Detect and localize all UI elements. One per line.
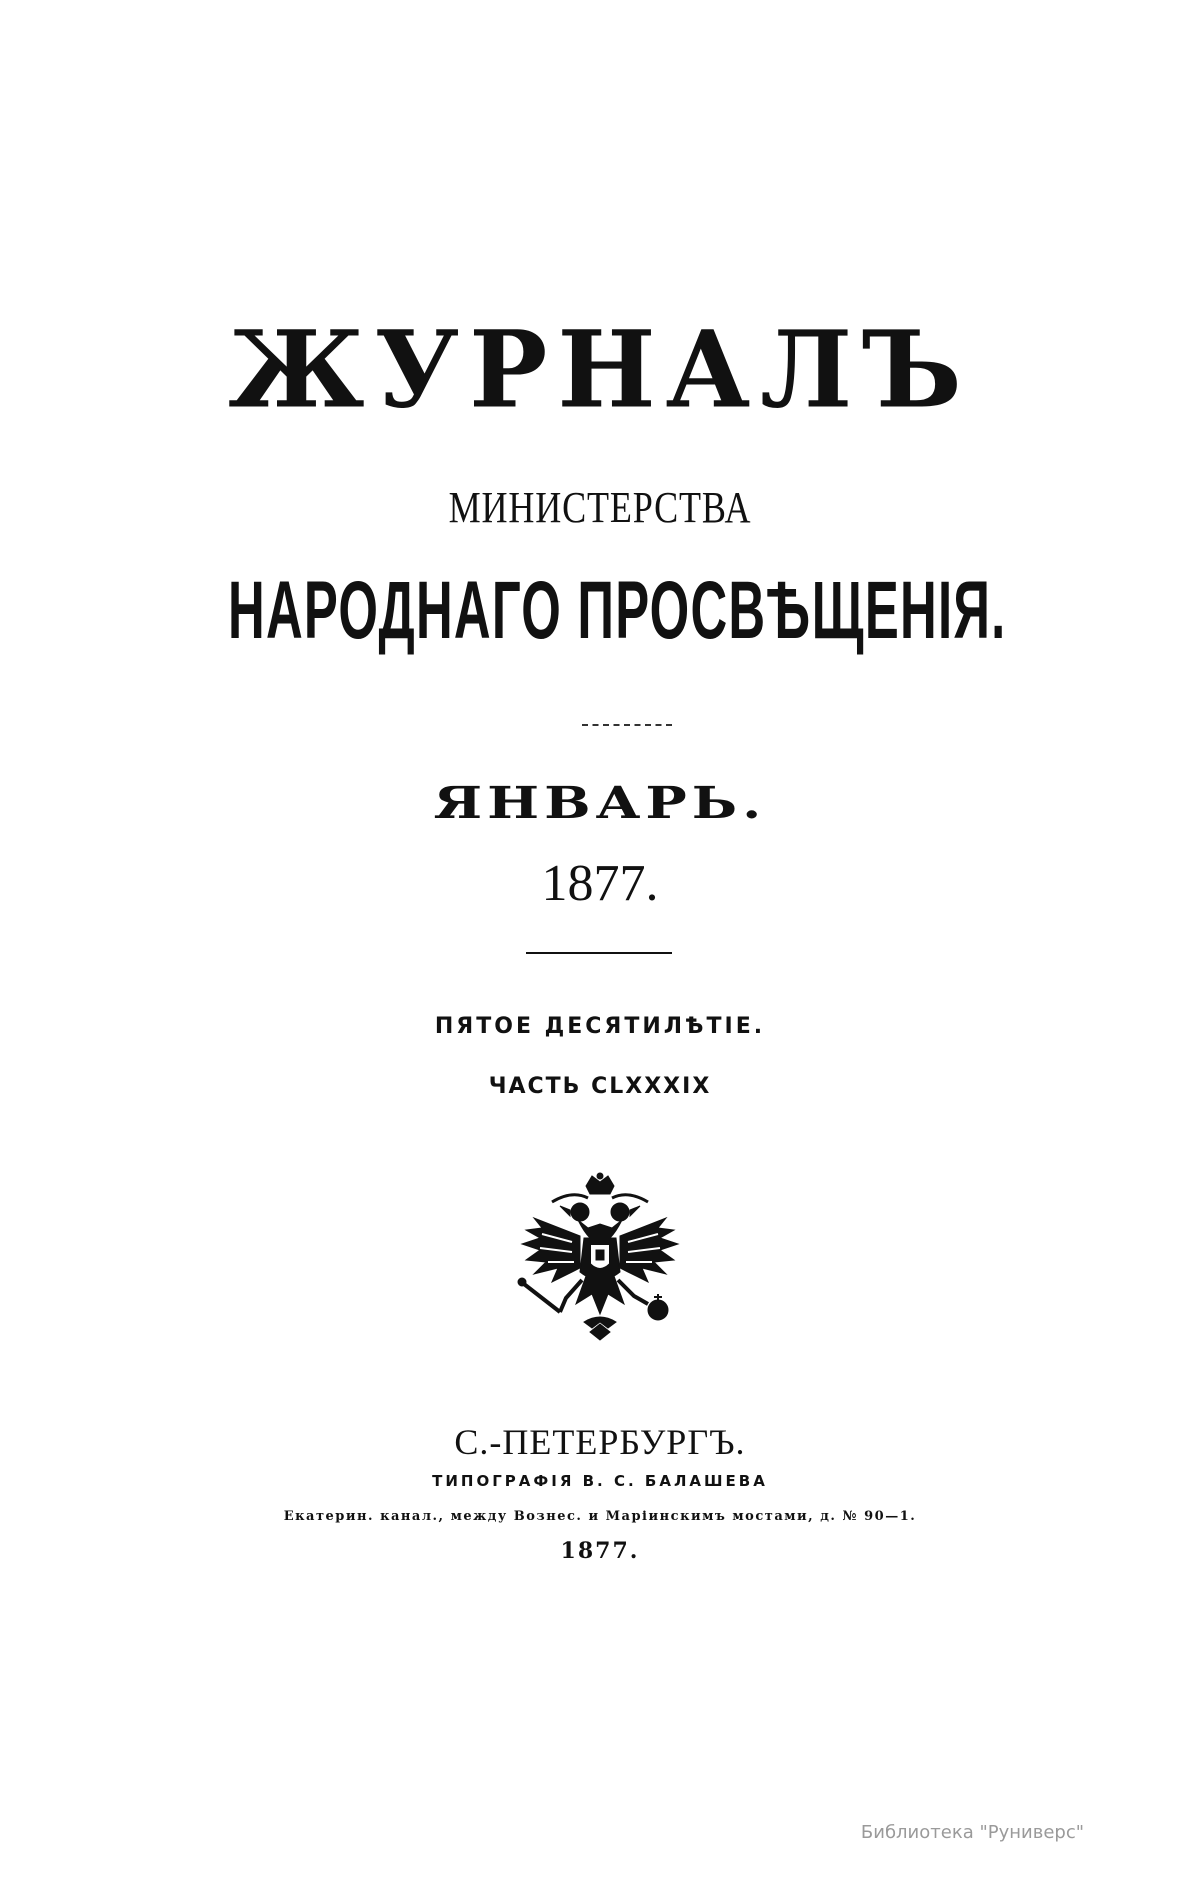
imprint-city: С.-ПЕТЕРБУРГЪ. [454, 1422, 746, 1462]
horizontal-rule [526, 952, 672, 954]
enlightenment-title: НАРОДНАГО ПРОСВѢЩЕНІЯ. [228, 565, 1007, 656]
small-dashed-divider [582, 724, 672, 726]
library-watermark: Библиотека "Руниверс" [860, 1822, 1084, 1843]
imprint-press: ТИПОГРАФІЯ В. С. БАЛАШЕВА [432, 1472, 768, 1490]
series-part: ЧАСТЬ CLXXXIX [488, 1074, 712, 1099]
issue-year: 1877. [541, 855, 659, 912]
double-headed-eagle-icon [512, 1172, 688, 1352]
issue-month: ЯНВАРЬ. [433, 778, 767, 829]
imprint-year: 1877. [560, 1538, 640, 1564]
series-decade: ПЯТОЕ ДЕСЯТИЛѢТІЕ. [434, 1014, 766, 1039]
journal-title: ЖУРНАЛЪ [228, 306, 972, 433]
imprint-address: Екатерин. канал., между Вознес. и Маріинскимъ мостами, д. № 90—1. [283, 1509, 917, 1524]
ministry-subtitle: МИНИСТЕРСТВА [448, 483, 752, 532]
